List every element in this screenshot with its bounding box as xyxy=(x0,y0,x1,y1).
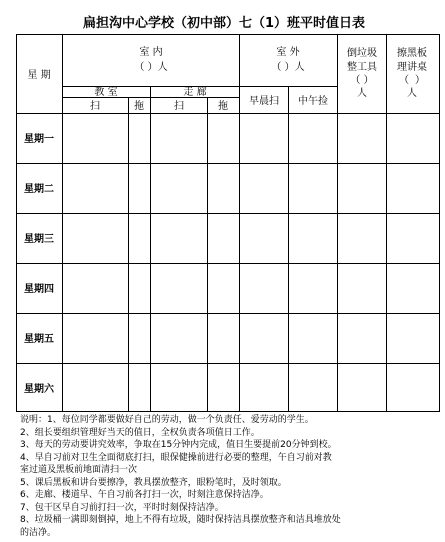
note-line: 的洁净。 xyxy=(20,527,57,538)
weekday-header: 星 期 xyxy=(27,70,51,81)
note-line: 5、课后黑板和讲台要擦净，教具摆放整齐，眼粉笔时，及时领取。 xyxy=(20,477,287,488)
table-header xyxy=(27,45,427,112)
note-line: 室过道及黑板前地面清扫一次 xyxy=(20,465,138,475)
corridor-subheader: 走 廊 xyxy=(183,87,207,98)
classroom-subheader: 教 室 xyxy=(94,87,118,98)
trash-tools-header-1: 倒垃圾 xyxy=(347,48,377,59)
notes-section xyxy=(20,414,440,539)
day-label: 星期一 xyxy=(24,134,54,145)
classroom-mop-header: 拖 xyxy=(134,101,144,112)
classroom-sweep-header: 扫 xyxy=(90,101,100,112)
note-line: 3、每天的劳动要讲究效率，争取在15分钟内完成，值日生要提前20分钟到校。 xyxy=(20,440,337,450)
board-header-4: ） xyxy=(415,75,425,86)
indoor-count: （ ）人 xyxy=(134,62,168,73)
noon-pick-header: 中午捡 xyxy=(298,96,328,107)
board-header-3: （ xyxy=(399,75,409,86)
note-line: 6、走廊、楼道早、午自习前各打扫一次，时刻注意保持洁净。 xyxy=(20,490,269,500)
day-label: 星期五 xyxy=(24,334,54,345)
trash-tools-header-3: （ ） xyxy=(350,75,374,86)
trash-tools-header-4: 人 xyxy=(357,88,367,99)
corridor-sweep-header: 扫 xyxy=(174,101,184,112)
outdoor-count: （ ）人 xyxy=(271,62,305,73)
board-header-1: 擦黑板 xyxy=(397,48,427,59)
trash-tools-header-2: 整工具 xyxy=(347,62,377,73)
note-line: 8、垃圾桶一满即刻倒掉，地上不得有垃圾，随时保持洁具摆放整齐和洁具堆放处 xyxy=(20,515,341,525)
note-line: 说明：1、每位同学都要做好自己的劳动，做一个负责任、爱劳动的学生。 xyxy=(20,415,314,425)
corridor-mop-header: 拖 xyxy=(218,101,228,112)
note-line: 7、包干区早自习前打扫一次，平时时刻保持洁净。 xyxy=(20,502,224,513)
roster-title: 扁担沟中心学校（初中部）七（1）班平时值日表 xyxy=(82,16,366,31)
day-label: 星期三 xyxy=(24,234,54,245)
day-label: 星期四 xyxy=(24,284,54,295)
board-header-2: 理讲桌 xyxy=(397,62,427,73)
day-label: 星期六 xyxy=(24,384,54,395)
day-label: 星期二 xyxy=(24,184,54,195)
note-line: 4、早自习前对卫生全面彻底打扫，眼保健操前进行必要的整理，午自习前对教 xyxy=(20,452,332,463)
outdoor-header: 室 外 xyxy=(276,47,300,58)
note-line: 2、组长要组织管理好当天的值日，全权负责各项值日工作。 xyxy=(20,427,260,438)
board-header-5: 人 xyxy=(407,88,417,99)
indoor-header: 室 内 xyxy=(139,47,163,58)
morning-sweep-header: 早晨扫 xyxy=(249,96,279,107)
roster-grid xyxy=(17,35,440,412)
